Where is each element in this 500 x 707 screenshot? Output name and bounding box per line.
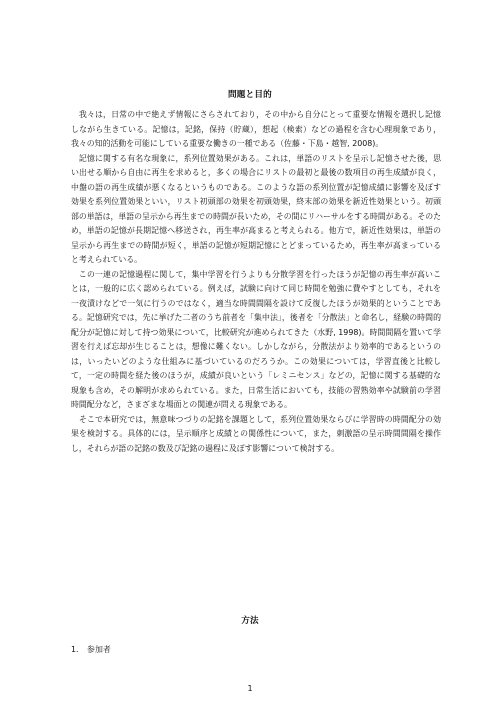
body-text <box>71 108 441 456</box>
paragraph-1: 我々は，日常の中で絶えず情報にさらされており，その中から自分にとって重要な情報を選択し記憶しながら生きている。記憶は，記銘，保持（貯蔵），想起（検索）などの過程を含む心理現象であり，我々の知的活動を可能にしている重要な働きの一種である（佐藤・下島・越智, 2008)。 <box>71 110 441 148</box>
paragraph-3: この一連の記憶過程に関して，集中学習を行うよりも分散学習を行ったほうが記憶の再生率が高いことは，一般的に広く認められている。例えば，試験に向けて同じ時間を勉強に費やすとしても，それを一夜漬けなどで一気に行うのではなく，適当な時間間隔を設けて反復したほうが効果的ということである。記憶研究では，先に挙げた二者のうち前者を「集中法」，後者を「分散法」と命名し，経験の時間的配分が記憶に対して持つ効果について，比較研究が進められてきた（水野, 1998)。時間間隔を置いて学習を行えば忘却が生じることは，想像に難くない。しかしながら，分散法がより効率的であるというのは，いったいどのような仕組みに基づいているのだろうか。この効果については，学習直後と比較して，一定の時間を経た後のほうが，成績が良いという「レミニセンス」などの，記憶に関する基礎的な現象も含め，その解明が求められている。また，日常生活においても，技能の習熟効率や試験前の学習時間配分など，さまざまな場面との関連が問える現象である。 <box>71 269 442 409</box>
subsection-title: 参加者 <box>87 645 111 654</box>
section-title-method: 方法 <box>241 616 259 626</box>
section-title-purpose: 問題と目的 <box>228 90 272 100</box>
page-number: 1 <box>247 684 253 693</box>
paragraph-4: そこで本研究では，無意味つづりの記銘を課題として，系列位置効果ならびに学習時の時間配分の効果を検討する。具体的には，呈示順序と成績との関係性について，また，刺激語の呈示時間間隔を操作し，それらが語の記銘の数及び記銘の過程に及ぼす影響について検討する。 <box>71 414 441 453</box>
subsection-number: 1. <box>71 645 79 654</box>
subsection-participants <box>71 644 111 655</box>
paragraph-2: 記憶に関する有名な現象に，系列位置効果がある。これは，単語のリストを呈示し記憶させた後，思い出せる順から自由に再生を求めると，多くの場合にリストの最初と最後の数項目の再生成績が良く，中盤の語の再生成績が悪くなるというものである。このような語の系列位置が記憶成績に影響を及ぼす効果を系列位置効果といい，リスト初頭部の効果を初頭効果，終末部の効果を新近性効果という。初頭部の単語は，単語の呈示から再生までの時間が長いため，その間にリハーサルをする時間がある。そのため，単語の記憶が長期記憶へ移送され，再生率が高まると考えられる。他方で，新近性効果は，単語の呈示から再生までの時間が短く，単語の記憶が短期記憶にとどまっているため，再生率が高まっていると考えられている。 <box>71 153 441 264</box>
